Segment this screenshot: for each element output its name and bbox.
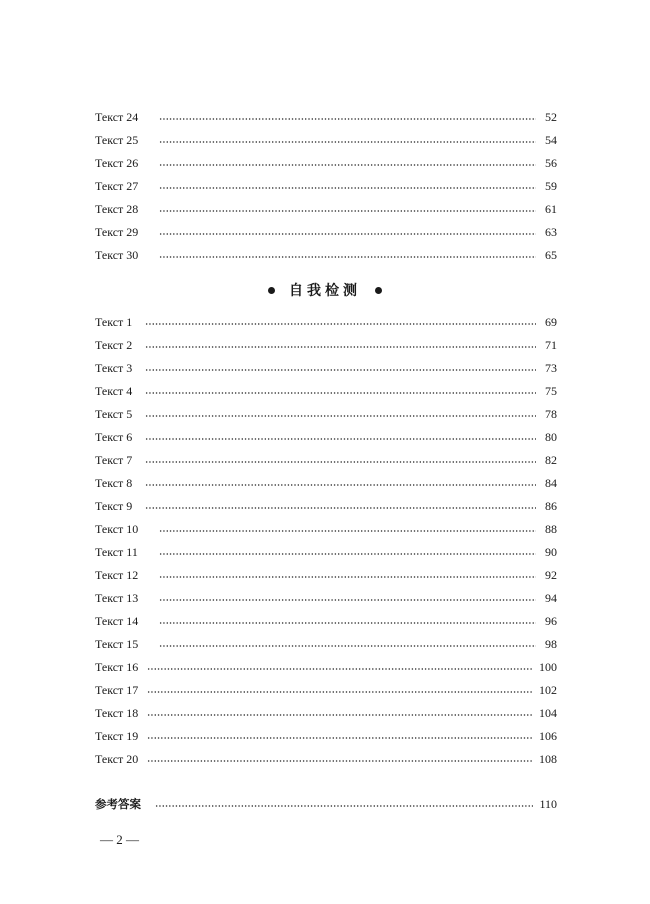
entry-page-number: 108 [539,751,557,766]
entry-label: Текст 9 [95,498,133,513]
entry-page-number: 63 [545,224,557,239]
entry-page-number: 84 [545,475,557,490]
entry-page-number: 59 [545,178,557,193]
entry-page-number: 73 [545,360,557,375]
toc-entry[interactable] [95,334,557,356]
entry-page-number: 65 [545,247,557,262]
toc-entry[interactable] [95,106,557,128]
toc-entry[interactable] [95,221,557,243]
entry-page-number: 98 [545,636,557,651]
toc-entry[interactable] [95,472,557,494]
toc-entry[interactable] [95,403,557,425]
dot-leader [147,714,533,716]
entry-label: Текст 1 [95,314,133,329]
entry-label: Текст 7 [95,452,133,467]
toc-entry[interactable] [95,518,557,540]
entry-label: Текст 28 [95,201,139,216]
entry-label: Текст 17 [95,682,139,697]
page-number: — 2 — [100,832,139,847]
dot-leader [147,668,533,670]
dot-leader [159,233,536,235]
entry-label: Текст 20 [95,751,139,766]
entry-page-number: 54 [545,132,557,147]
entry-page-number: 102 [539,682,557,697]
dot-leader [145,461,536,463]
dot-leader [159,118,536,120]
entry-label: Текст 24 [95,109,139,124]
entry-label: Текст 18 [95,705,139,720]
entry-label: Текст 2 [95,337,133,352]
toc-entry[interactable] [95,702,557,724]
toc-entry[interactable] [95,129,557,151]
dot-leader [159,599,536,601]
dot-leader [147,691,533,693]
toc-entry-answers[interactable] [95,793,557,815]
entry-label: Текст 8 [95,475,133,490]
dot-leader [159,164,536,166]
entry-label: Текст 26 [95,155,139,170]
dot-leader [159,256,536,258]
dot-leader [145,323,536,325]
entry-page-number: 96 [545,613,557,628]
dot-leader [155,805,533,807]
entry-label: Текст 4 [95,383,133,398]
entry-page-number: 110 [539,796,557,811]
entry-page-number: 69 [545,314,557,329]
entry-label: Текст 6 [95,429,133,444]
dot-leader [159,576,536,578]
toc-entry[interactable] [95,748,557,770]
dot-leader [159,553,536,555]
entry-label: 参考答案 [95,797,141,811]
toc-entry[interactable] [95,656,557,678]
dot-leader [145,507,536,509]
entry-page-number: 106 [539,728,557,743]
dot-leader [147,737,533,739]
toc-entry[interactable] [95,311,557,333]
toc-entry[interactable] [95,175,557,197]
dot-leader [159,622,536,624]
dot-leader [147,760,533,762]
entry-label: Текст 11 [95,544,138,559]
toc-entry[interactable] [95,198,557,220]
entry-label: Текст 19 [95,728,139,743]
toc-entry[interactable] [95,380,557,402]
entry-page-number: 75 [545,383,557,398]
entry-page-number: 56 [545,155,557,170]
entry-label: Текст 30 [95,247,139,262]
dot-leader [145,346,536,348]
toc-entry[interactable] [95,725,557,747]
entry-page-number: 71 [545,337,557,352]
section-heading [0,279,650,301]
dot-leader [159,645,536,647]
dot-leader [145,438,536,440]
entry-page-number: 80 [545,429,557,444]
toc-entry[interactable] [95,449,557,471]
entry-label: Текст 14 [95,613,139,628]
entry-page-number: 52 [545,109,557,124]
dot-leader [159,187,536,189]
toc-entry[interactable] [95,587,557,609]
entry-page-number: 86 [545,498,557,513]
dot-leader [145,392,536,394]
toc-entry[interactable] [95,426,557,448]
toc-entry[interactable] [95,610,557,632]
entry-page-number: 90 [545,544,557,559]
entry-page-number: 100 [539,659,557,674]
dot-leader [159,530,536,532]
bullet-icon [268,287,275,294]
dot-leader [145,369,536,371]
entry-page-number: 82 [545,452,557,467]
toc-entry[interactable] [95,541,557,563]
toc-entry[interactable] [95,495,557,517]
toc-entry[interactable] [95,357,557,379]
entry-label: Текст 15 [95,636,139,651]
entry-label: Текст 27 [95,178,139,193]
entry-page-number: 94 [545,590,557,605]
toc-entry[interactable] [95,244,557,266]
dot-leader [145,415,536,417]
entry-label: Текст 5 [95,406,133,421]
entry-label: Текст 13 [95,590,139,605]
toc-entry[interactable] [95,564,557,586]
bullet-icon [375,287,382,294]
entry-label: Текст 29 [95,224,139,239]
toc-entry[interactable] [95,679,557,701]
entry-label: Текст 16 [95,659,139,674]
entry-page-number: 104 [539,705,557,720]
entry-label: Текст 25 [95,132,139,147]
toc-entry[interactable] [95,633,557,655]
entry-page-number: 78 [545,406,557,421]
entry-page-number: 88 [545,521,557,536]
dot-leader [159,141,536,143]
entry-label: Текст 12 [95,567,139,582]
section-title: 自我检测 [289,283,361,299]
dot-leader [159,210,536,212]
entry-page-number: 61 [545,201,557,216]
entry-page-number: 92 [545,567,557,582]
toc-entry[interactable] [95,152,557,174]
entry-label: Текст 3 [95,360,133,375]
entry-label: Текст 10 [95,521,139,536]
dot-leader [145,484,536,486]
